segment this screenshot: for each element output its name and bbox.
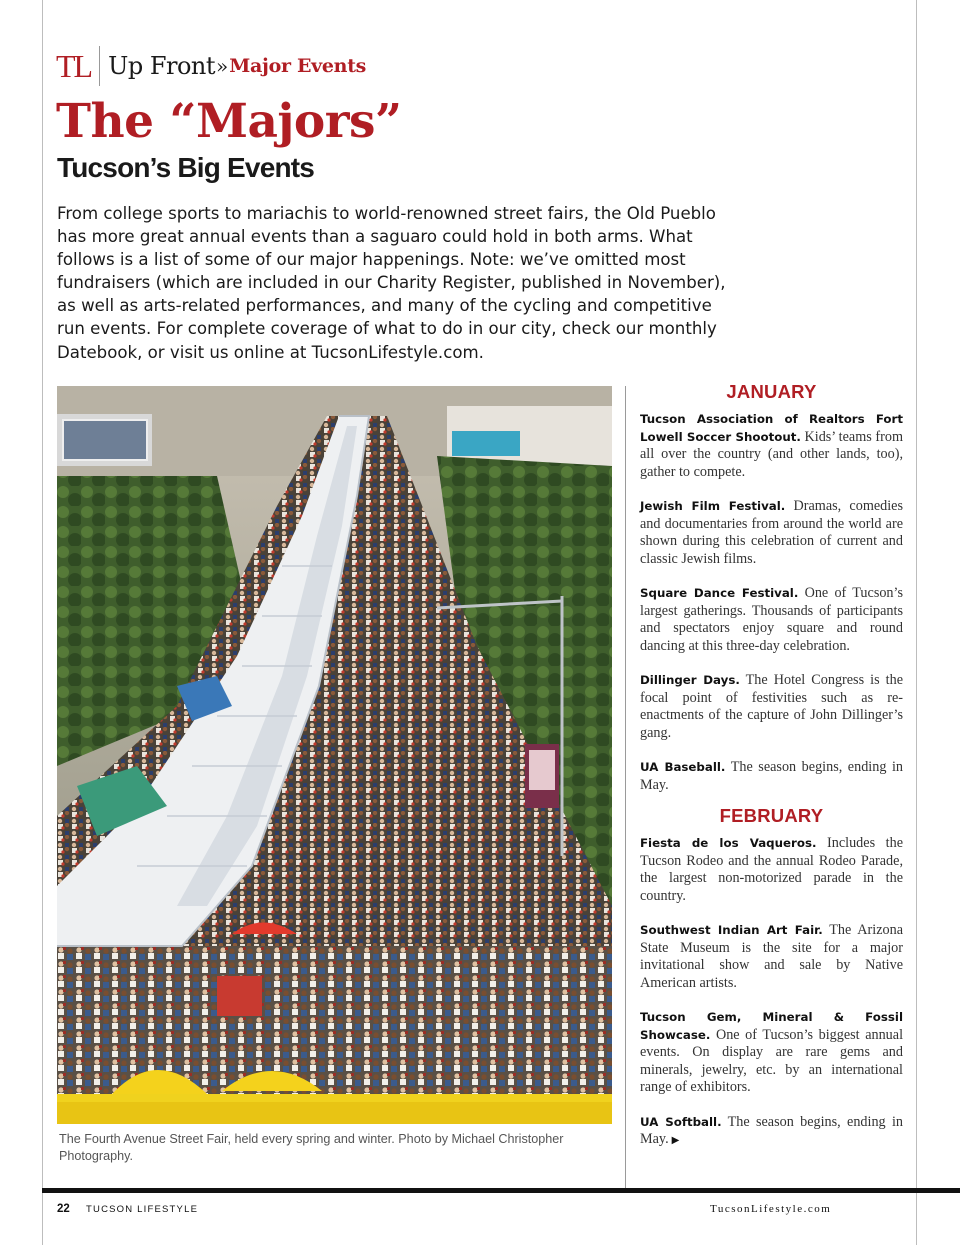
- event-description: Kids’ teams from all over the country (and other lands, too), gather to compete.: [640, 428, 903, 480]
- event-name: Square Dance Festival.: [640, 586, 799, 600]
- intro-line: run events. For complete coverage of what to do in our city, check our monthly: [57, 319, 717, 339]
- event-name: UA Baseball.: [640, 760, 726, 774]
- events-column: [640, 380, 903, 1167]
- intro-line: has more great annual events than a saguaro could hold in both arms. What: [57, 227, 693, 247]
- photo-caption: The Fourth Avenue Street Fair, held every spring and winter. Photo by Michael Christopher Photography.: [59, 1132, 564, 1163]
- section-label: Up Front: [108, 52, 215, 80]
- column-divider: [625, 386, 626, 1188]
- intro-line: as well as arts-related performances, and many of the cycling and competitive: [57, 296, 712, 316]
- event-description: The Hotel Congress is the focal point of festivities such as re-enactments of the capture of John Dillinger’s gang.: [640, 672, 903, 741]
- headline: The “Majors”: [56, 94, 402, 149]
- event-description: One of Tucson’s largest gatherings. Thousands of participants and spectators enjoy square and round dancing at this three-day celebration.: [640, 585, 903, 654]
- subsection-label: Major Events: [229, 55, 367, 77]
- street-fair-photo: [57, 386, 612, 1124]
- subheadline: Tucson’s Big Events: [57, 152, 315, 183]
- footer-rule: [42, 1188, 960, 1193]
- event-name: Tucson Association of Realtors Fort Lowell Soccer Shootout.: [640, 412, 903, 444]
- tl-logo: TL: [56, 48, 92, 84]
- event-name: Southwest Indian Art Fair.: [640, 923, 823, 937]
- event-item: [640, 1009, 903, 1097]
- intro-line: fundraisers (which are included in our Charity Register, published in November),: [57, 273, 726, 293]
- intro-line: From college sports to mariachis to world-renowned street fairs, the Old Pueblo: [57, 204, 716, 223]
- intro-line: Datebook, or visit us online at TucsonLifestyle.com.: [57, 342, 484, 362]
- month-heading-january: JANUARY: [726, 381, 817, 402]
- event-description: One of Tucson’s biggest annual events. On display are rare gems and minerals, jewelry, etc. by an international range of exhibitors.: [640, 1026, 904, 1095]
- month-heading-february: FEBRUARY: [719, 805, 824, 826]
- event-item: [640, 922, 903, 992]
- page-frame-right: [916, 0, 917, 1245]
- end-of-story-icon: ▶: [671, 1135, 680, 1146]
- section-separator: »: [216, 54, 229, 78]
- kicker-divider: [99, 46, 100, 86]
- event-item: [640, 835, 903, 905]
- intro-line: follows is a list of some of our major happenings. Note: we’ve omitted most: [57, 250, 686, 270]
- event-item: [640, 585, 903, 655]
- event-name: UA Softball.: [640, 1114, 722, 1129]
- section-kicker: [56, 44, 366, 88]
- event-item: [640, 498, 903, 568]
- event-description: The Arizona State Museum is the site for a major invitational show and sale by Native American artists.: [640, 922, 903, 991]
- intro-paragraph: [57, 202, 747, 364]
- magazine-name: TUCSON LIFESTYLE: [86, 1204, 199, 1215]
- event-description: The season begins, ending in May.: [640, 1113, 903, 1147]
- event-description: The season begins, ending in May.: [640, 759, 903, 793]
- event-name: Dillinger Days.: [640, 673, 740, 687]
- page-frame-left: [42, 0, 43, 1245]
- page-number: 22: [57, 1203, 70, 1215]
- event-item: [640, 672, 903, 742]
- event-name: Tucson Gem, Mineral & Fossil Showcase.: [640, 1010, 903, 1042]
- event-description: Dramas, comedies and documentaries from around the world are shown during this celebration of current and classic Jewish films.: [640, 498, 904, 567]
- event-name: Fiesta de los Vaqueros.: [640, 836, 817, 850]
- event-item: [640, 1114, 903, 1150]
- website-link[interactable]: TucsonLifestyle.com: [710, 1203, 832, 1215]
- event-item: [640, 759, 903, 794]
- event-item: [640, 411, 903, 481]
- event-description: Includes the Tucson Rodeo and the annual Rodeo Parade, the largest non-motorized parade in the country.: [640, 835, 903, 904]
- event-name: Jewish Film Festival.: [640, 499, 786, 513]
